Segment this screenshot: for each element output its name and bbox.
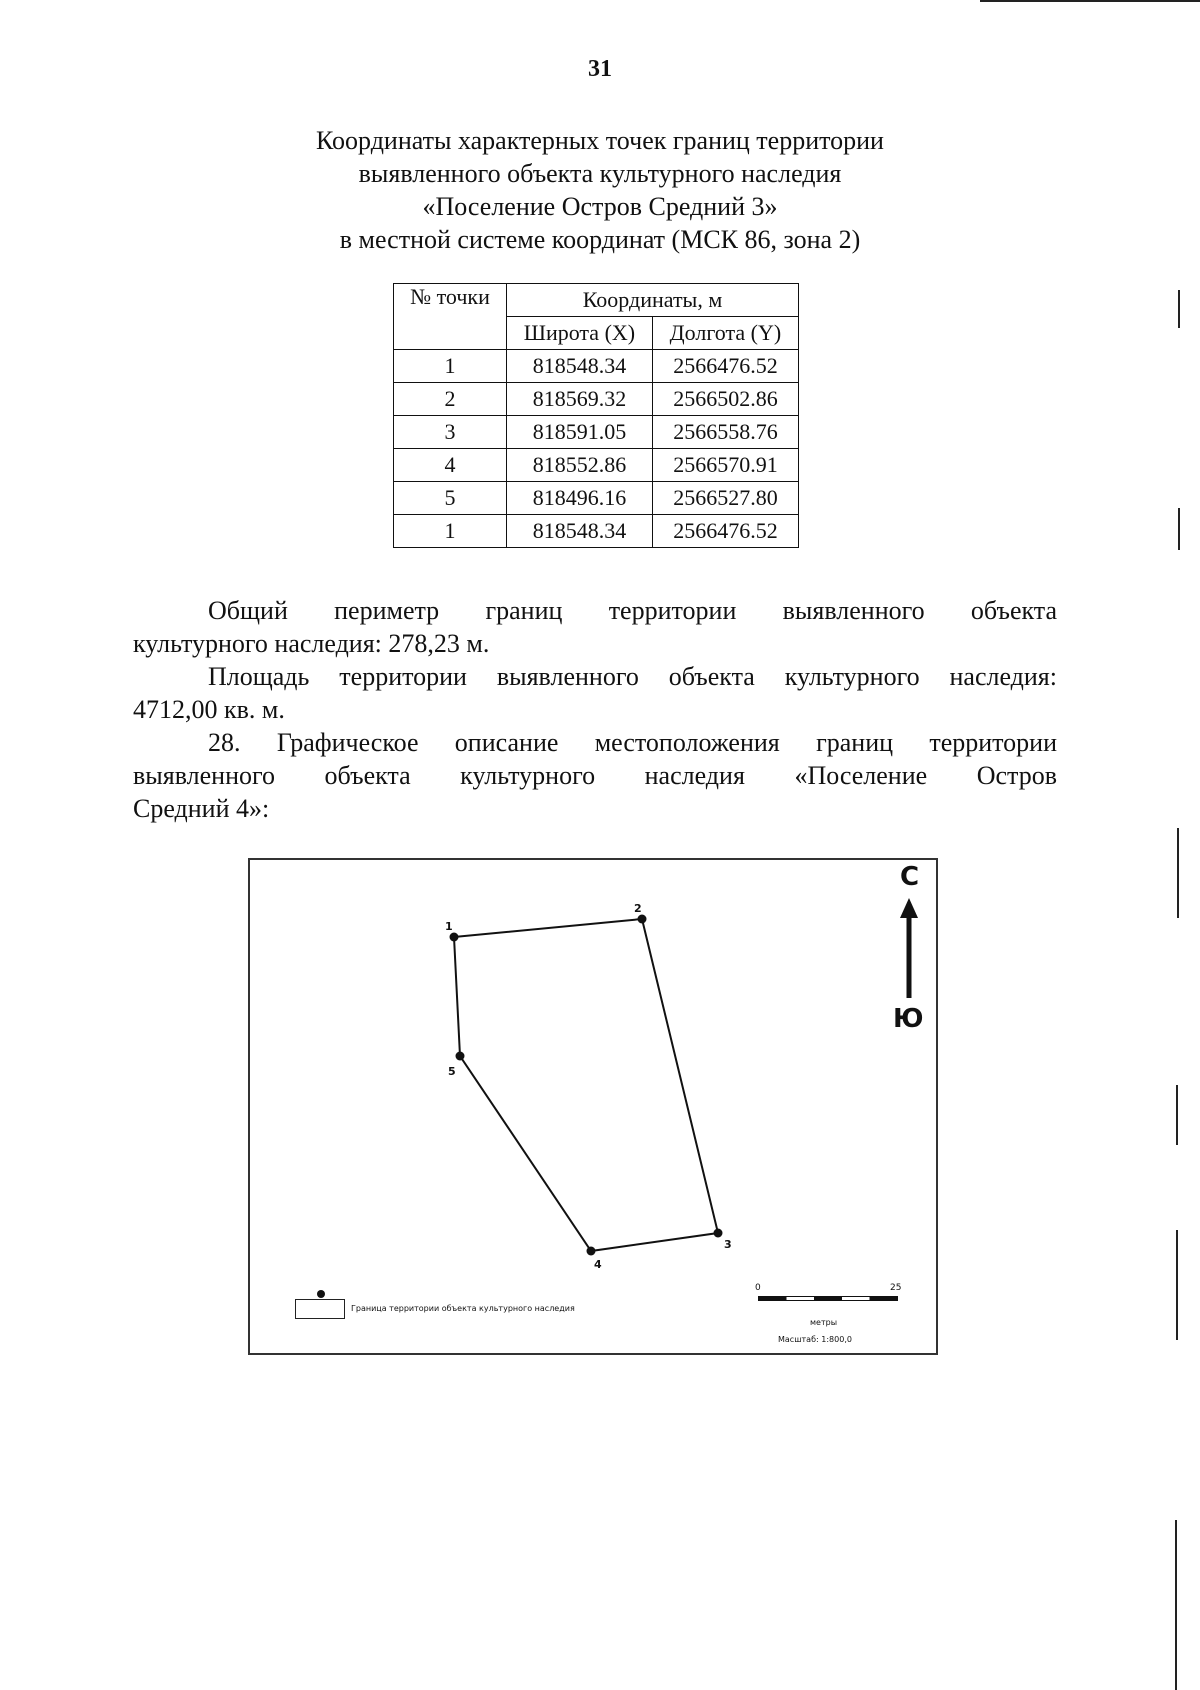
header-coordinates: Координаты, м xyxy=(507,284,799,317)
cell-x: 818569.32 xyxy=(507,383,653,416)
boundary-point-5 xyxy=(456,1052,465,1061)
boundary-point-3 xyxy=(714,1229,723,1238)
boundary-point-2 xyxy=(638,915,647,924)
south-label: Ю xyxy=(893,1004,924,1034)
scan-artifact xyxy=(1177,828,1179,918)
paragraph-line: Средний 4»: xyxy=(133,794,270,823)
table-header-row xyxy=(394,284,799,317)
scale-start: 0 xyxy=(755,1283,761,1293)
title-line: выявленного объекта культурного наследия xyxy=(358,159,842,188)
cell-y: 2566527.80 xyxy=(652,482,798,515)
cell-point: 4 xyxy=(394,449,507,482)
cell-y: 2566476.52 xyxy=(652,515,798,548)
boundary-point-4 xyxy=(587,1247,596,1256)
point-label: 2 xyxy=(634,902,642,915)
title-line: Координаты характерных точек границ территории xyxy=(316,126,884,155)
paragraph-line: выявленного объекта культурного наследия «Поселение Остров xyxy=(133,761,1057,790)
cell-point: 2 xyxy=(394,383,507,416)
cell-y: 2566558.76 xyxy=(652,416,798,449)
cell-x: 818548.34 xyxy=(507,350,653,383)
north-arrow-head xyxy=(900,898,918,918)
legend-boundary-symbol xyxy=(295,1299,345,1319)
scale-units: метры xyxy=(810,1318,838,1327)
cell-point: 5 xyxy=(394,482,507,515)
area-paragraph xyxy=(133,660,1057,726)
cell-x: 818591.05 xyxy=(507,416,653,449)
cell-point: 1 xyxy=(394,350,507,383)
title-line: «Поселение Остров Средний 3» xyxy=(422,192,778,221)
scale-ratio: Масштаб: 1:800,0 xyxy=(778,1335,852,1344)
cell-x: 818548.34 xyxy=(507,515,653,548)
cell-y: 2566502.86 xyxy=(652,383,798,416)
scale-end: 25 xyxy=(890,1283,902,1293)
map-drawing xyxy=(250,860,936,1353)
scan-artifact xyxy=(1178,290,1180,328)
section-28-paragraph xyxy=(133,726,1057,825)
scan-artifact xyxy=(1178,508,1180,550)
perimeter-paragraph xyxy=(133,594,1057,660)
table-row xyxy=(394,515,799,548)
cell-y: 2566476.52 xyxy=(652,350,798,383)
table-row xyxy=(394,416,799,449)
paragraph-line: культурного наследия: 278,23 м. xyxy=(133,629,490,658)
header-longitude: Долгота (Y) xyxy=(652,317,798,350)
table-row xyxy=(394,482,799,515)
point-label: 3 xyxy=(724,1238,732,1251)
boundary-map xyxy=(248,858,938,1355)
scan-artifact xyxy=(1176,1085,1178,1145)
paragraph-line: Площадь территории выявленного объекта культурного наследия: xyxy=(208,662,1057,691)
boundary-point-1 xyxy=(450,933,459,942)
document-title xyxy=(150,124,1050,256)
cell-x: 818496.16 xyxy=(507,482,653,515)
table-row xyxy=(394,383,799,416)
header-point-number: № точки xyxy=(394,284,507,350)
cell-x: 818552.86 xyxy=(507,449,653,482)
boundary-polygon xyxy=(454,919,718,1251)
legend-point-symbol xyxy=(317,1290,325,1298)
north-label: С xyxy=(900,862,920,892)
scan-artifact xyxy=(1175,1520,1177,1690)
scan-artifact xyxy=(980,0,1200,2)
cell-point: 1 xyxy=(394,515,507,548)
paragraph-line: 28. Графическое описание местоположения границ территории xyxy=(208,728,1057,757)
paragraph-line: Общий периметр границ территории выявленного объекта xyxy=(208,596,1057,625)
paragraph-line: 4712,00 кв. м. xyxy=(133,695,285,724)
legend-text: Граница территории объекта культурного наследия xyxy=(351,1304,575,1313)
header-latitude: Широта (X) xyxy=(507,317,653,350)
title-line: в местной системе координат (МСК 86, зона 2) xyxy=(339,225,861,254)
coordinates-table xyxy=(393,283,799,548)
scale-bar xyxy=(758,1296,898,1301)
table-row xyxy=(394,449,799,482)
table-row xyxy=(394,350,799,383)
point-label: 1 xyxy=(445,920,453,933)
cell-y: 2566570.91 xyxy=(652,449,798,482)
cell-point: 3 xyxy=(394,416,507,449)
page-number: 31 xyxy=(588,56,612,82)
point-label: 5 xyxy=(448,1065,456,1078)
scan-artifact xyxy=(1176,1230,1178,1340)
point-label: 4 xyxy=(594,1258,602,1271)
